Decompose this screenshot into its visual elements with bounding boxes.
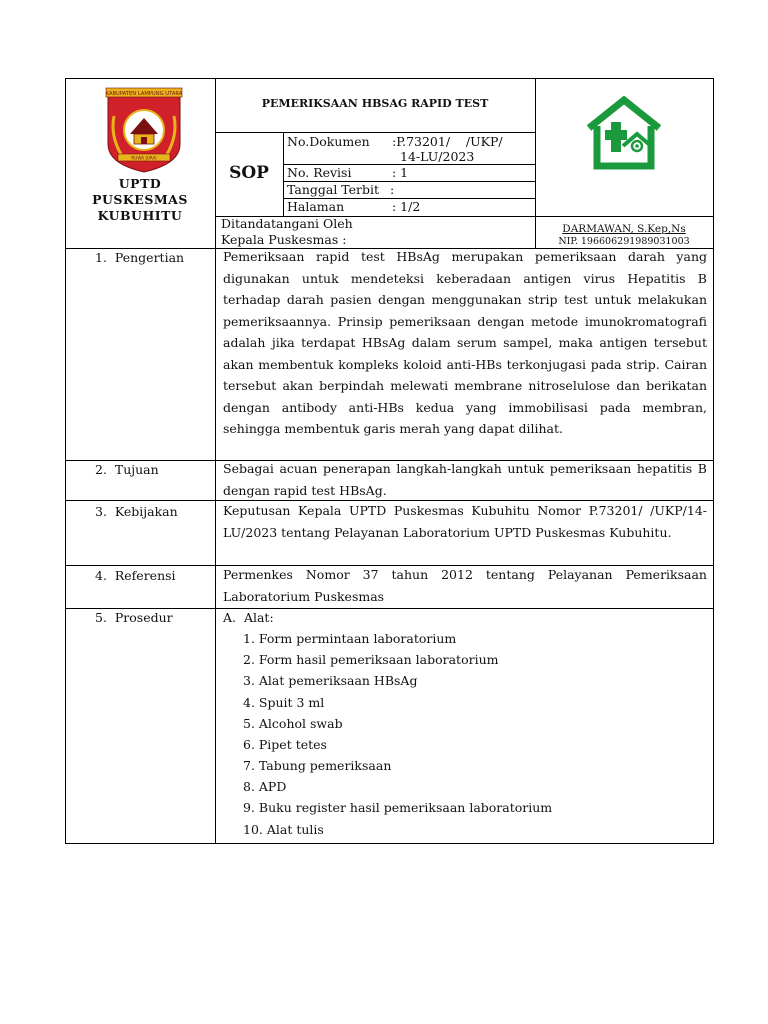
page-title: PEMERIKSAAN HBSAG RAPID TEST [261,97,489,110]
section-label-kebijakan: 3. Kebijakan [95,504,178,519]
list-item: 2. Form hasil pemeriksaan laboratorium [243,652,499,667]
list-item: 5. Alcohol swab [243,716,343,731]
section-text-kebijakan: Keputusan Kepala UPTD Puskesmas Kubuhitu Nomor P.73201/ /UKP/14-LU/2023 tentang Pelayanan Laboratorium UPTD Puskesmas Kubuhitu. [223,503,707,540]
org-line-2: PUSKESMAS [92,192,188,207]
list-item: 7. Tabung pemeriksaan [243,758,392,773]
section-text-pengertian: Pemeriksaan rapid test HBsAg merupakan pemeriksaan darah yang digunakan untuk mendeteksi keberadaan antigen virus Hepatitis B terhadap darah pasien dengan menggunakan strip test untuk melakukan pemeriksaannya. Prinsip pemeriksaan dengan metode imunokromatografi adalah jika terdapat HBsAg dalam serum sampel, maka antigen tersebut akan membentuk kompleks koloid anti-HBs terkonjugasi pada strip. Cairan tersebut akan berpindah melewati membrane nitroselulose dan berikatan dengan antibody anti-HBs kedua yang immobilisasi pada membran, sehingga membentuk garis merah yang dapat dilihat. [223,249,707,436]
page-number-value: : 1/2 [392,199,421,214]
list-item: 10. Alat tulis [243,822,324,837]
doc-number-value-line1: :P.73201/ /UKP/ [392,134,503,149]
regency-logo [104,86,184,174]
list-item: 3. Alat pemeriksaan HBsAg [243,673,418,688]
signatory-name: DARMAWAN, S.Kep,Ns [562,223,686,235]
section-label-prosedur: 5. Prosedur [95,610,173,625]
sop-label: SOP [229,163,269,183]
section-text-referensi: Permenkes Nomor 37 tahun 2012 tentang Pelayanan Pemeriksaan Laboratorium Puskesmas [223,567,707,604]
signed-by-line2: Kepala Puskesmas : [221,232,347,247]
list-item: 8. APD [243,779,287,794]
prosedur-subheading: A. Alat: [223,610,274,625]
section-label-referensi: 4. Referensi [95,568,176,583]
list-item: 9. Buku register hasil pemeriksaan laboratorium [243,800,553,815]
issue-date-value: : [390,182,395,197]
puskesmas-logo [583,96,665,172]
signed-by-line1: Ditandatangani Oleh [221,216,353,231]
revision-value: : 1 [392,165,409,180]
list-item: 4. Spuit 3 ml [243,695,325,710]
section-label-pengertian: 1. Pengertian [95,250,185,265]
signatory-nip: NIP. 196606291989031003 [558,236,690,247]
org-line-3: KUBUHITU [97,208,183,223]
logo-ribbon-bottom: RUWA JURAI [131,155,157,161]
section-text-tujuan: Sebagai acuan penerapan langkah-langkah untuk pemeriksaan hepatitis B dengan rapid test HBsAg. [223,461,707,498]
page-number-label: Halaman [287,199,345,214]
doc-number-label: No.Dokumen [287,134,370,149]
revision-label: No. Revisi [287,165,352,180]
doc-number-value-line2: 14-LU/2023 [400,149,475,164]
list-item: 1. Form permintaan laboratorium [243,631,457,646]
list-item: 6. Pipet tetes [243,737,327,752]
org-line-1: UPTD [118,176,162,191]
logo-ribbon-top: KABUPATEN LAMPUNG UTARA [105,91,183,97]
section-label-tujuan: 2. Tujuan [95,462,159,477]
issue-date-label: Tanggal Terbit [287,182,380,197]
